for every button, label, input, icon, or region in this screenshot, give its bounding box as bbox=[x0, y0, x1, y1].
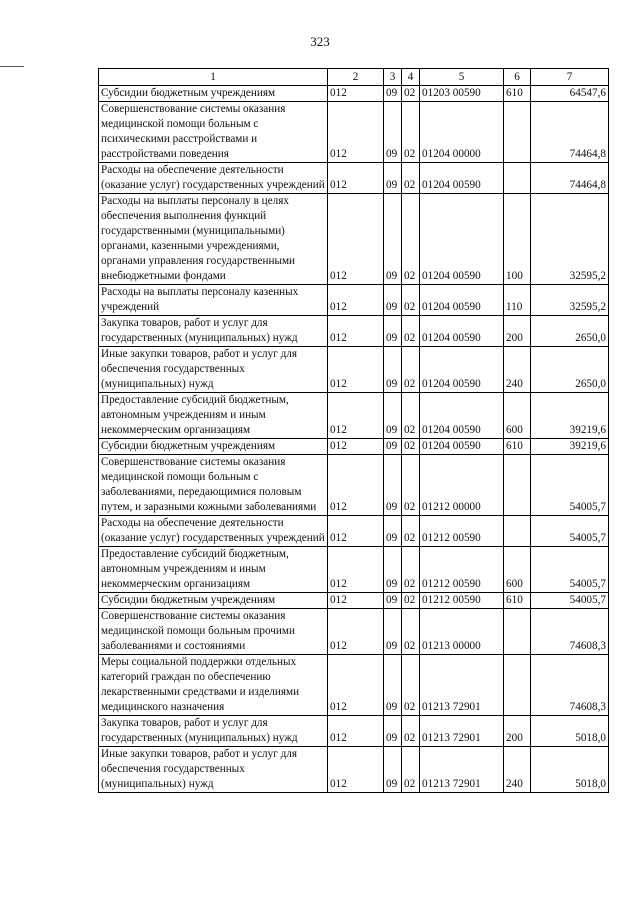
row-ministry-code: 012 bbox=[328, 393, 384, 439]
row-ministry-code: 012 bbox=[328, 593, 384, 609]
row-target-code: 01204 00590 bbox=[420, 439, 504, 455]
row-amount: 74608,3 bbox=[531, 609, 609, 655]
row-subsection-code: 02 bbox=[402, 194, 420, 285]
row-section-code: 09 bbox=[384, 194, 402, 285]
row-ministry-code: 012 bbox=[328, 547, 384, 593]
row-expense-type bbox=[504, 609, 531, 655]
row-amount: 32595,2 bbox=[531, 194, 609, 285]
row-expense-type: 600 bbox=[504, 547, 531, 593]
row-amount: 54005,7 bbox=[531, 547, 609, 593]
row-expense-type bbox=[504, 163, 531, 194]
table-row bbox=[99, 102, 609, 163]
row-target-code: 01212 00590 bbox=[420, 593, 504, 609]
table-row bbox=[99, 609, 609, 655]
row-expense-type: 600 bbox=[504, 393, 531, 439]
table-row bbox=[99, 439, 609, 455]
row-ministry-code: 012 bbox=[328, 163, 384, 194]
row-name: Расходы на выплаты персоналу в целях обеспечения выполнения функций государственными (муниципальными) органами, казенными учреждениями, органами управления государственными внебюджетными фондами bbox=[99, 194, 328, 285]
row-expense-type: 200 bbox=[504, 316, 531, 347]
table-row bbox=[99, 86, 609, 102]
row-ministry-code: 012 bbox=[328, 455, 384, 516]
row-section-code: 09 bbox=[384, 716, 402, 747]
column-header: 6 bbox=[504, 69, 531, 86]
row-ministry-code: 012 bbox=[328, 102, 384, 163]
row-section-code: 09 bbox=[384, 102, 402, 163]
row-ministry-code: 012 bbox=[328, 439, 384, 455]
table-row bbox=[99, 516, 609, 547]
row-name: Предоставление субсидий бюджетным, автономным учреждениям и иным некоммерческим организациям bbox=[99, 393, 328, 439]
row-subsection-code: 02 bbox=[402, 102, 420, 163]
row-amount: 5018,0 bbox=[531, 716, 609, 747]
row-section-code: 09 bbox=[384, 655, 402, 716]
table-row bbox=[99, 347, 609, 393]
table-row bbox=[99, 194, 609, 285]
row-name: Субсидии бюджетным учреждениям bbox=[99, 439, 328, 455]
row-section-code: 09 bbox=[384, 439, 402, 455]
row-expense-type: 100 bbox=[504, 194, 531, 285]
row-name: Субсидии бюджетным учреждениям bbox=[99, 86, 328, 102]
row-section-code: 09 bbox=[384, 747, 402, 793]
row-ministry-code: 012 bbox=[328, 86, 384, 102]
row-name: Субсидии бюджетным учреждениям bbox=[99, 593, 328, 609]
row-section-code: 09 bbox=[384, 547, 402, 593]
row-name: Иные закупки товаров, работ и услуг для обеспечения государственных (муниципальных) нужд bbox=[99, 747, 328, 793]
table-row bbox=[99, 593, 609, 609]
row-target-code: 01204 00590 bbox=[420, 285, 504, 316]
row-amount: 74464,8 bbox=[531, 102, 609, 163]
row-target-code: 01212 00000 bbox=[420, 455, 504, 516]
row-subsection-code: 02 bbox=[402, 439, 420, 455]
column-header: 3 bbox=[384, 69, 402, 86]
table-row bbox=[99, 285, 609, 316]
column-header: 2 bbox=[328, 69, 384, 86]
row-subsection-code: 02 bbox=[402, 455, 420, 516]
table-row bbox=[99, 316, 609, 347]
row-subsection-code: 02 bbox=[402, 593, 420, 609]
row-target-code: 01213 72901 bbox=[420, 655, 504, 716]
table-row bbox=[99, 716, 609, 747]
row-amount: 54005,7 bbox=[531, 455, 609, 516]
row-subsection-code: 02 bbox=[402, 86, 420, 102]
table-body bbox=[99, 86, 609, 793]
row-expense-type: 200 bbox=[504, 716, 531, 747]
row-ministry-code: 012 bbox=[328, 609, 384, 655]
table-row bbox=[99, 747, 609, 793]
table-row bbox=[99, 163, 609, 194]
row-section-code: 09 bbox=[384, 516, 402, 547]
row-section-code: 09 bbox=[384, 393, 402, 439]
row-expense-type: 110 bbox=[504, 285, 531, 316]
row-name: Расходы на выплаты персоналу казенных учреждений bbox=[99, 285, 328, 316]
row-expense-type: 610 bbox=[504, 593, 531, 609]
row-section-code: 09 bbox=[384, 316, 402, 347]
row-target-code: 01204 00590 bbox=[420, 163, 504, 194]
row-ministry-code: 012 bbox=[328, 194, 384, 285]
row-subsection-code: 02 bbox=[402, 547, 420, 593]
row-expense-type: 610 bbox=[504, 439, 531, 455]
budget-table bbox=[98, 68, 609, 793]
column-header: 7 bbox=[531, 69, 609, 86]
row-name: Закупка товаров, работ и услуг для государственных (муниципальных) нужд bbox=[99, 316, 328, 347]
row-ministry-code: 012 bbox=[328, 747, 384, 793]
row-ministry-code: 012 bbox=[328, 655, 384, 716]
table-row bbox=[99, 455, 609, 516]
column-header: 1 bbox=[99, 69, 328, 86]
row-target-code: 01213 00000 bbox=[420, 609, 504, 655]
row-expense-type: 240 bbox=[504, 747, 531, 793]
row-amount: 2650,0 bbox=[531, 347, 609, 393]
page-number: 323 bbox=[310, 34, 330, 49]
row-name: Совершенствование системы оказания медицинской помощи больным с заболеваниями, передающимися половым путем, и заразными кожными заболеваниями bbox=[99, 455, 328, 516]
row-expense-type bbox=[504, 102, 531, 163]
row-target-code: 01203 00590 bbox=[420, 86, 504, 102]
scan-mark bbox=[0, 66, 24, 67]
row-target-code: 01212 00590 bbox=[420, 547, 504, 593]
row-target-code: 01204 00590 bbox=[420, 194, 504, 285]
row-subsection-code: 02 bbox=[402, 655, 420, 716]
row-name: Расходы на обеспечение деятельности (оказание услуг) государственных учреждений bbox=[99, 516, 328, 547]
column-header: 5 bbox=[420, 69, 504, 86]
row-name: Предоставление субсидий бюджетным, автономным учреждениям и иным некоммерческим организациям bbox=[99, 547, 328, 593]
row-name: Иные закупки товаров, работ и услуг для обеспечения государственных (муниципальных) нужд bbox=[99, 347, 328, 393]
row-subsection-code: 02 bbox=[402, 163, 420, 194]
table-row bbox=[99, 393, 609, 439]
row-amount: 39219,6 bbox=[531, 439, 609, 455]
row-ministry-code: 012 bbox=[328, 285, 384, 316]
row-expense-type: 240 bbox=[504, 347, 531, 393]
row-section-code: 09 bbox=[384, 455, 402, 516]
row-section-code: 09 bbox=[384, 609, 402, 655]
row-name: Совершенствование системы оказания медицинской помощи больным прочими заболеваниями и состояниями bbox=[99, 609, 328, 655]
row-amount: 74608,3 bbox=[531, 655, 609, 716]
row-subsection-code: 02 bbox=[402, 347, 420, 393]
row-name: Закупка товаров, работ и услуг для государственных (муниципальных) нужд bbox=[99, 716, 328, 747]
row-ministry-code: 012 bbox=[328, 316, 384, 347]
row-subsection-code: 02 bbox=[402, 716, 420, 747]
row-name: Меры социальной поддержки отдельных категорий граждан по обеспечению лекарственными средствами и изделиями медицинского назначения bbox=[99, 655, 328, 716]
row-section-code: 09 bbox=[384, 593, 402, 609]
row-target-code: 01212 00590 bbox=[420, 516, 504, 547]
row-expense-type bbox=[504, 516, 531, 547]
row-subsection-code: 02 bbox=[402, 609, 420, 655]
row-expense-type bbox=[504, 655, 531, 716]
row-ministry-code: 012 bbox=[328, 716, 384, 747]
row-amount: 54005,7 bbox=[531, 593, 609, 609]
row-section-code: 09 bbox=[384, 285, 402, 316]
row-amount: 54005,7 bbox=[531, 516, 609, 547]
row-amount: 39219,6 bbox=[531, 393, 609, 439]
row-target-code: 01204 00000 bbox=[420, 102, 504, 163]
row-expense-type: 610 bbox=[504, 86, 531, 102]
row-target-code: 01213 72901 bbox=[420, 747, 504, 793]
row-ministry-code: 012 bbox=[328, 347, 384, 393]
row-amount: 2650,0 bbox=[531, 316, 609, 347]
row-amount: 5018,0 bbox=[531, 747, 609, 793]
row-target-code: 01204 00590 bbox=[420, 347, 504, 393]
table-row bbox=[99, 547, 609, 593]
header-row bbox=[99, 69, 609, 86]
row-amount: 32595,2 bbox=[531, 285, 609, 316]
row-target-code: 01204 00590 bbox=[420, 316, 504, 347]
row-subsection-code: 02 bbox=[402, 285, 420, 316]
column-header: 4 bbox=[402, 69, 420, 86]
row-amount: 74464,8 bbox=[531, 163, 609, 194]
row-subsection-code: 02 bbox=[402, 316, 420, 347]
row-amount: 64547,6 bbox=[531, 86, 609, 102]
row-section-code: 09 bbox=[384, 86, 402, 102]
row-name: Совершенствование системы оказания медицинской помощи больным с психическими расстройствами и расстройствами поведения bbox=[99, 102, 328, 163]
row-subsection-code: 02 bbox=[402, 393, 420, 439]
row-ministry-code: 012 bbox=[328, 516, 384, 547]
row-subsection-code: 02 bbox=[402, 747, 420, 793]
row-target-code: 01213 72901 bbox=[420, 716, 504, 747]
row-section-code: 09 bbox=[384, 347, 402, 393]
table-row bbox=[99, 655, 609, 716]
row-expense-type bbox=[504, 455, 531, 516]
row-name: Расходы на обеспечение деятельности (оказание услуг) государственных учреждений bbox=[99, 163, 328, 194]
row-target-code: 01204 00590 bbox=[420, 393, 504, 439]
row-subsection-code: 02 bbox=[402, 516, 420, 547]
row-section-code: 09 bbox=[384, 163, 402, 194]
